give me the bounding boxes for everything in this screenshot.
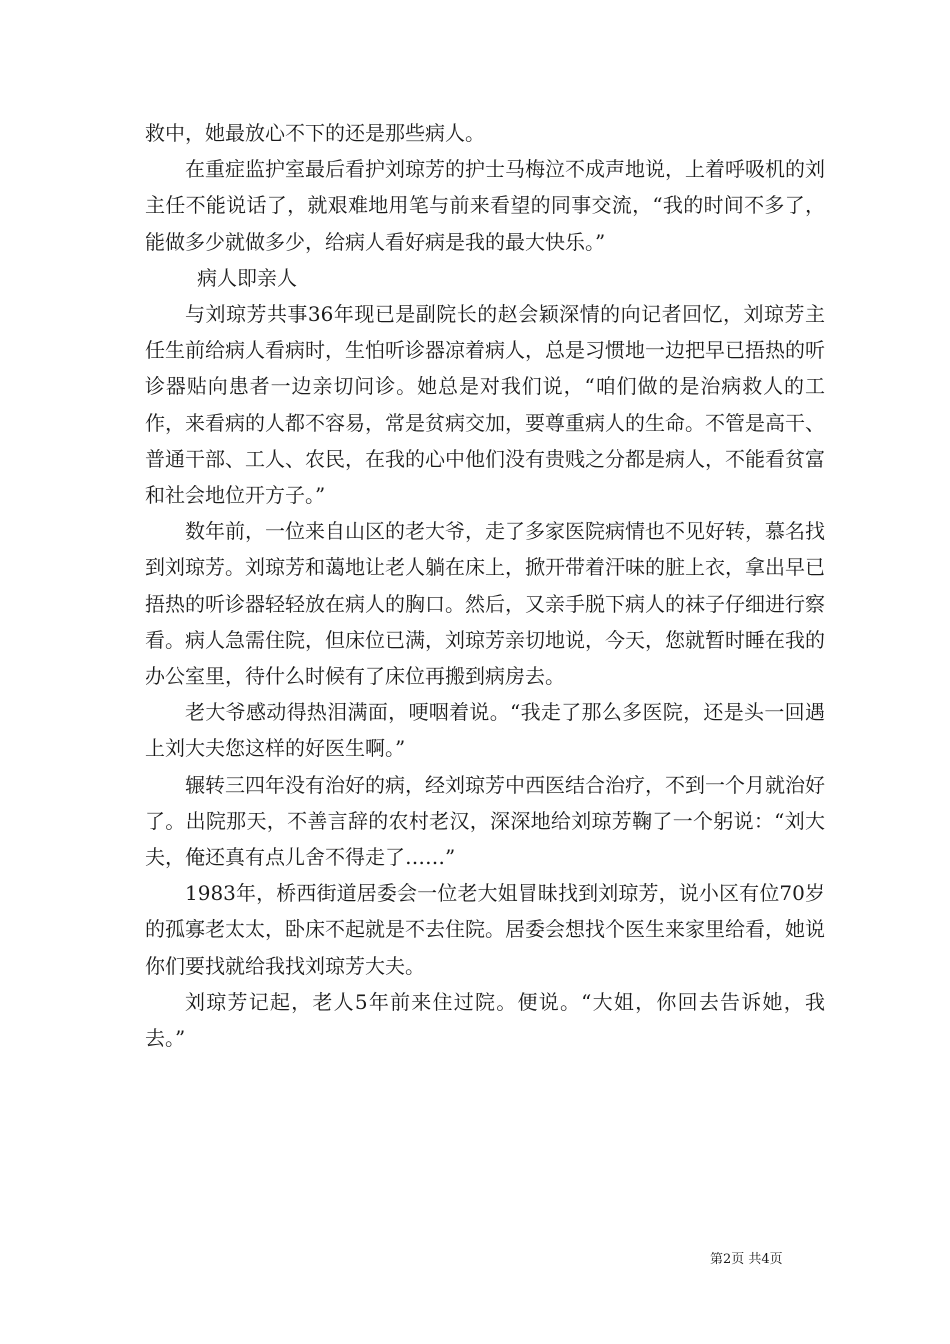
paragraph-nurse-quote: 在重症监护室最后看护刘琼芳的护士马梅泣不成声地说，上着呼吸机的刘主任不能说话了，就艰难地用笔与前来看望的同事交流，“我的时间不多了，能做多少就做多少，给病人看好病是我的最大快乐。” xyxy=(145,157,825,254)
section-heading: 病人即亲人 xyxy=(197,265,297,290)
paragraph-colleague-recall: 与刘琼芳共事36年现已是副院长的赵会颖深情的向记者回忆，刘琼芳主任生前给病人看病时，生怕听诊器凉着病人，总是习惯地一边把早已捂热的听诊器贴向患者一边亲切问诊。她总是对我们说，“咱们做的是治病救人的工作，来看病的人都不容易，常是贫病交加，要尊重病人的生命。不管是高干、普通干部、工人、农民，在我的心中他们没有贵贱之分都是病人，不能看贫富和社会地位开方子。” xyxy=(145,302,825,508)
paragraph-old-man-story: 数年前，一位来自山区的老大爷，走了多家医院病情也不见好转，慕名找到刘琼芳。刘琼芳和蔼地让老人躺在床上，掀开带着汗味的脏上衣，拿出早已捂热的听诊器轻轻放在病人的胸口。然后，又亲手脱下病人的袜子仔细进行察看。病人急需住院，但床位已满，刘琼芳亲切地说，今天，您就暂时睡在我的办公室里，待什么时候有了床位再搬到病房去。 xyxy=(145,519,825,689)
paragraph-1983: 1983年，桥西街道居委会一位老大姐冒昧找到刘琼芳，说小区有位70岁的孤寡老太太，卧床不起就是不去住院。居委会想找个医生来家里给看，她说你们要找就给我找刘琼芳大夫。 xyxy=(145,881,825,978)
paragraph-reply: 刘琼芳记起，老人5年前来住过院。便说。“大姐，你回去告诉她，我去。” xyxy=(145,989,825,1051)
page-number: 第2页 共4页 xyxy=(710,1252,783,1267)
paragraph-continuation: 救中，她最放心不下的还是那些病人。 xyxy=(145,121,485,145)
paragraph-old-man-thanks: 老大爷感动得热泪满面，哽咽着说。“我走了那么多医院，还是头一回遇上刘大夫您这样的好医生啊。” xyxy=(145,700,825,761)
article-body xyxy=(145,115,825,1056)
paragraph-cured: 辗转三四年没有治好的病，经刘琼芳中西医结合治疗，不到一个月就治好了。出院那天，不善言辞的农村老汉，深深地给刘琼芳鞠了一个躬说：“刘大夫，俺还真有点儿舍不得走了……” xyxy=(145,772,825,870)
